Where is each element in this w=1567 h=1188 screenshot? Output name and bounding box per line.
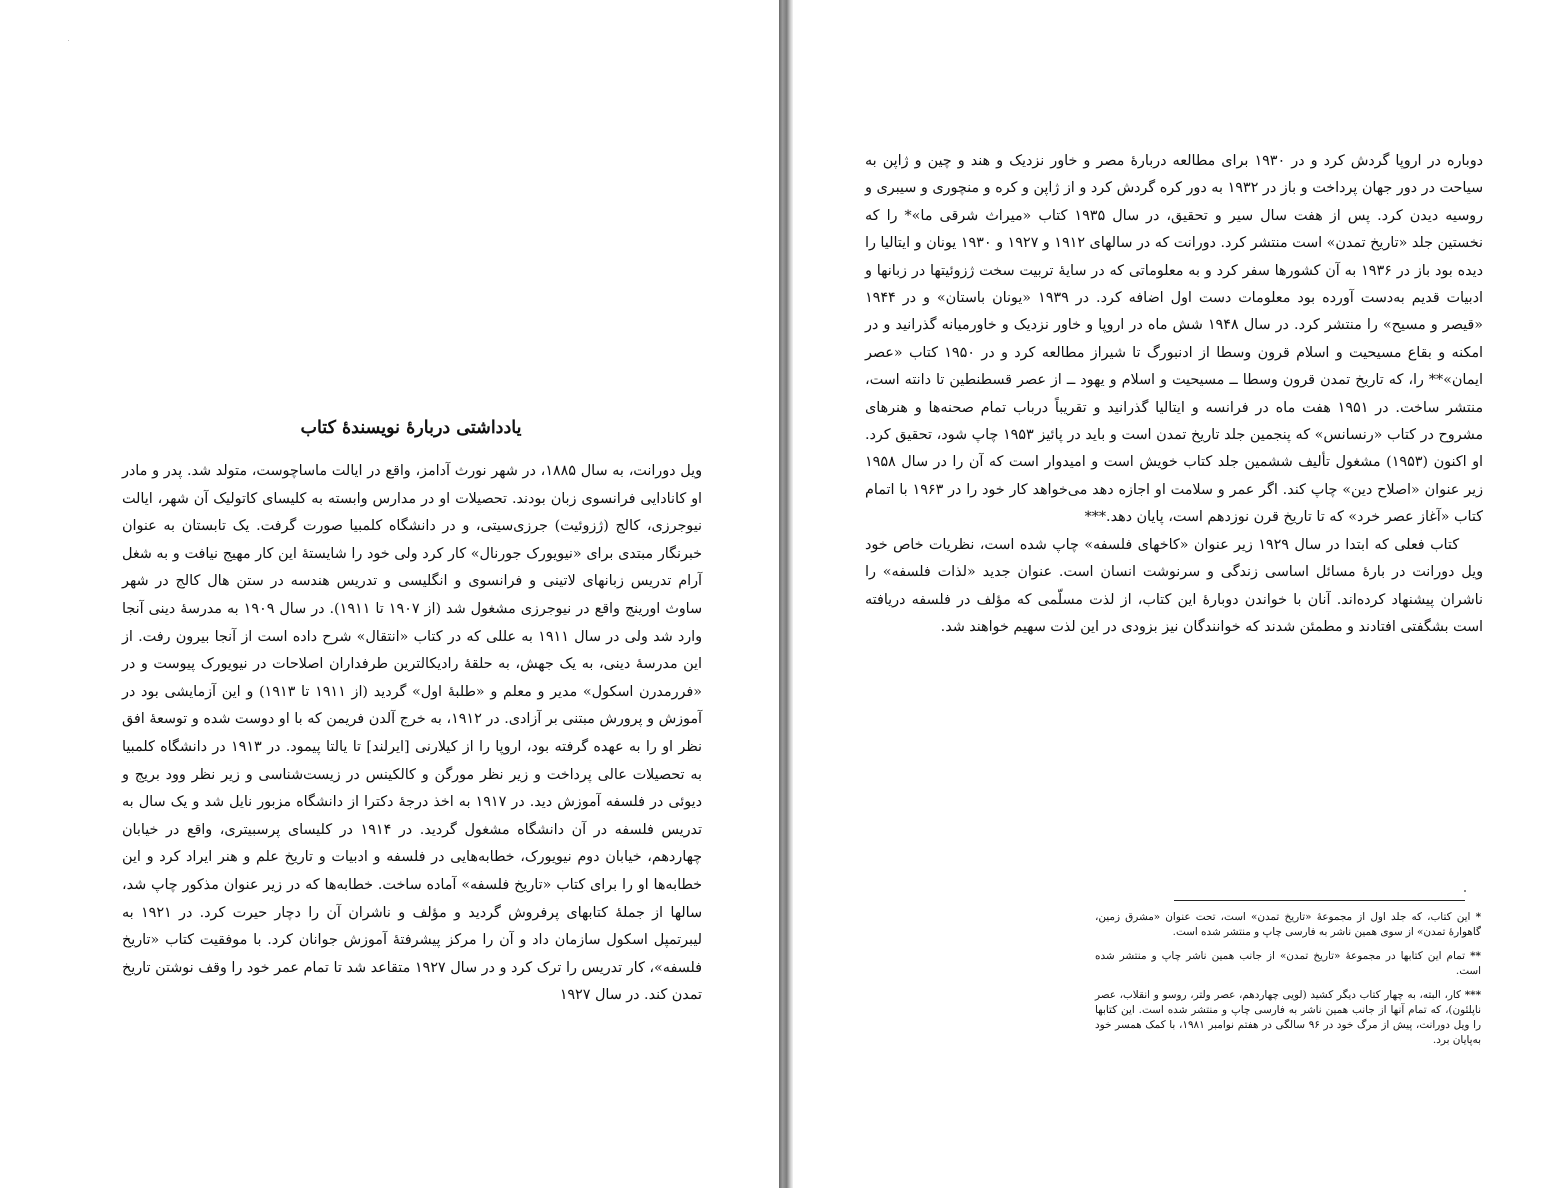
margin-dot bbox=[1464, 890, 1466, 892]
biography-paragraph: ویل دورانت، به سال ۱۸۸۵، در شهر نورث آدامز، واقع در ایالت ماساچوست، متولد شد. پدر و مادر او کانادایی فرانسوی زبان بودند. تحصیلات او در مدارس وابسته به کلیسای کاتولیک آن شهر، ایالت نیوجرزی، کالج (ژزوئیت) جرزی‌سیتی، و در دانشگاه کلمبیا صورت گرفت. یک تابستان به عنوان خبرنگار مبتدی برای «نیویورک جورنال» کار کرد ولی خود را شایستهٔ این کار مهیج نیافت و به شغل آرام تدریس زبانهای لاتینی و فرانسوی و انگلیسی و تدریس هندسه در ستن هال کالج در شهر ساوث اورینج واقع در نیوجرزی مشغول شد (از ۱۹۰۷ تا ۱۹۱۱). در سال ۱۹۰۹ به مدرسهٔ دینی آنجا وارد شد ولی در سال ۱۹۱۱ به عللی که در کتاب «انتقال» شرح داده است از آنجا بیرون رفت. از این مدرسهٔ دینی، به یک جهش، به حلقهٔ رادیکالترین طرفداران اصلاحات در نیویورک پیوست و در «فررمدرن اسکول» مدیر و معلم و «طلبهٔ اول» گردید (از ۱۹۱۱ تا ۱۹۱۳) و این آزمایشی بود در آموزش و پرورش مبتنی بر آزادی. در ۱۹۱۲، به خرج آلدن فریمن که با او دوست شده و توسعهٔ افق نظر او را به عهده گرفته بود، اروپا را از کیلارنی [ایرلند] تا یالتا پیمود. در ۱۹۱۳ در دانشگاه کلمبیا به تحصیلات عالی پرداخت و زیر نظر مورگن و کالکینس در زیست‌شناسی و زیر نظر وود بریج و دیوئی در فلسفه آموزش دید. در ۱۹۱۷ به اخذ درجهٔ دکترا از دانشگاه مزبور نایل شد و یک سال به تدریس فلسفه در آن دانشگاه مشغول گردید. در ۱۹۱۴ در کلیسای پرسبیتری، واقع در خیابان چهاردهم، خیابان دوم نیویورک، خطابه‌هایی در فلسفه و ادبیات و تاریخ علم و هنر ایراد کرد و این خطابه‌ها او را برای کتاب «تاریخ فلسفه» آماده ساخت. خطابه‌ها که در زیر عنوان مذکور چاپ شد، سالها از جملهٔ کتابهای پرفروش گردید و مؤلف و ناشران آن را دچار حیرت کرد. در ۱۹۲۱ به لیبرتمپل اسکول سازمان داد و آن را مرکز پیشرفتهٔ آموزش جوانان کرد. با موفقیت کتاب «تاریخ فلسفه»، کار تدریس را ترک کرد و در سال ۱۹۲۷ متقاعد شد تا تمام عمر خود را وقف نوشتن تاریخ تمدن کند. در سال ۱۹۲۷ bbox=[122, 463, 703, 1004]
footnote-1 bbox=[1095, 910, 1481, 940]
footnote-3 bbox=[1095, 988, 1481, 1048]
left-body-text bbox=[122, 458, 702, 1010]
footnote-divider bbox=[1174, 900, 1465, 901]
page-heading: یادداشتی دربارهٔ نویسندهٔ کتاب bbox=[300, 418, 522, 438]
footnote-marker: ** bbox=[1470, 950, 1481, 962]
right-page bbox=[793, 0, 1567, 1188]
book-gutter bbox=[779, 0, 793, 1188]
footnotes bbox=[1095, 910, 1481, 1057]
footnote-2 bbox=[1095, 949, 1481, 979]
footnote-text: این کتاب، که جلد اول از مجموعهٔ «تاریخ تمدن» است، تحت عنوان «مشرق زمین، گاهوارهٔ تمدن» از سوی همین ناشر به فارسی چاپ و منتشر شده است. bbox=[1095, 911, 1481, 938]
book-note-paragraph: کتاب فعلی که ابتدا در سال ۱۹۲۹ زیر عنوان «کاخهای فلسفه» چاپ شده است، نظریات خاص خود ویل دورانت در بارهٔ مسائل اساسی زندگی و سرنوشت انسان است. عنوان جدید «لذات فلسفه» را ناشران پیشنهاد کرده‌اند. آنان با خواندن دوبارهٔ این کتاب، از لذت مسلّمی که مؤلف در فلسفه دریافته است بشگفتی افتادند و مطمئن شدند که خوانندگان نیز بزودی در این لذت سهیم خواهند شد. bbox=[865, 536, 1483, 635]
scan-speck bbox=[68, 40, 69, 41]
footnote-text: کار، البته، به چهار کتاب دیگر کشید (لویی چهاردهم، عصر ولتر، روسو و انقلاب، عصر ناپلئون)، که تمام آنها از جانب همین ناشر به فارسی چاپ و منتشر شده است. این کتابها را ویل دورانت، پیش از مرگ خود در ۹۶ سالگی در هفتم نوامبر ۱۹۸۱، با کمک همسر خود به‌پایان برد. bbox=[1095, 989, 1481, 1046]
biography-continuation-paragraph: دوباره در اروپا گردش کرد و در ۱۹۳۰ برای مطالعه دربارهٔ مصر و خاور نزدیک و هند و چین و ژاپن به سیاحت در دور جهان پرداخت و باز در ۱۹۳۲ به دور کره گردش کرد و از ژاپن و کره و منچوری و سیبری و روسیه دیدن کرد. پس از هفت سال سیر و تحقیق، در سال ۱۹۳۵ کتاب «میراث شرقی ما»* را که نخستین جلد «تاریخ تمدن» است منتشر کرد. دورانت که در سالهای ۱۹۱۲ و ۱۹۲۷ و ۱۹۳۰ یونان و ایتالیا را دیده بود باز در ۱۹۳۶ به آن کشورها سفر کرد و به معلوماتی که در سایهٔ تربیت سخت ژزوئیتها در زبانها و ادبیات قدیم به‌دست آورده بود معلومات دست اول اضافه کرد. در ۱۹۳۹ «یونان باستان» و در ۱۹۴۴ «قیصر و مسیح» را منتشر کرد. در سال ۱۹۴۸ شش ماه در اروپا و خاور نزدیک و خاورمیانه گذرانید و در امکنه و بقاع مسیحیت و اسلام قرون وسطا از ادنبورگ تا شیراز مطالعه کرد و در ۱۹۵۰ کتاب «عصر ایمان»** را، که تاریخ تمدن قرون وسطا ــ مسیحیت و اسلام و یهود ــ از عصر قسطنطین تا دانته است، منتشر ساخت. در ۱۹۵۱ هفت ماه در فرانسه و ایتالیا گذرانید و تقریباً درباب تمام صحنه‌ها و هنرهای مشروح در کتاب «رنسانس» که پنجمین جلد تاریخ تمدن است و باید در پائیز ۱۹۵۳ چاپ شود، تحقیق کرد. او اکنون (۱۹۵۳) مشغول تألیف ششمین جلد کتاب خویش است و امیدوار است که آن را در سال ۱۹۵۸ زیر عنوان «اصلاح دین» چاپ کند. اگر عمر و سلامت او اجازه دهد می‌خواهد کار خود را در ۱۹۶۳ با اتمام کتاب «آغاز عصر خرد» که تا تاریخ قرن نوزدهم است، پایان دهد.*** bbox=[865, 153, 1484, 526]
footnote-marker: *** bbox=[1464, 989, 1482, 1001]
left-page bbox=[0, 0, 778, 1188]
footnote-marker: * bbox=[1475, 911, 1481, 923]
right-body-text bbox=[865, 148, 1483, 641]
footnote-text: تمام این کتابها در مجموعهٔ «تاریخ تمدن» از جانب همین ناشر چاپ و منتشر شده است. bbox=[1095, 950, 1481, 977]
